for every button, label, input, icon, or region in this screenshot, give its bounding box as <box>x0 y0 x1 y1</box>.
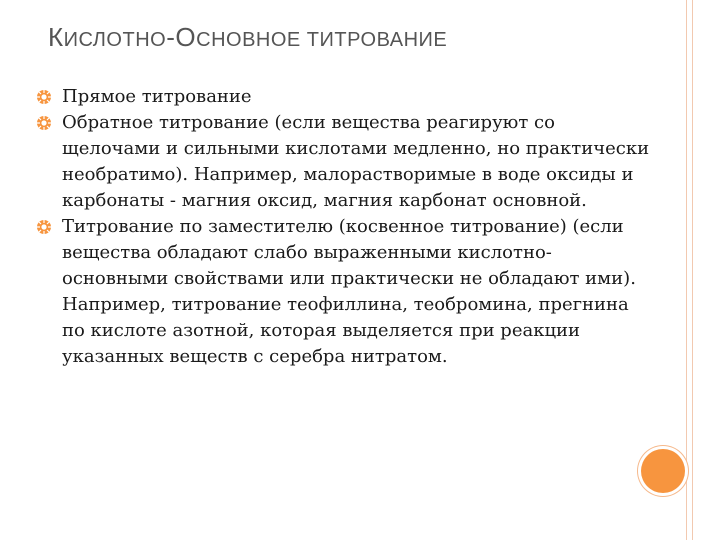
title-initial-letter: К <box>48 22 64 52</box>
title-initial-letter-2: О <box>175 22 197 52</box>
bullet-text: Титрование по заместителю (косвенное титрование) (если вещества обладают слабо выраженными кислотно-основными свойствами или практически не обладают ими). Например, титрование теофиллина, теобромина, прегнина по кислоте азотной, которая выделяется при реакции указанных веществ с серебра нитратом. <box>62 216 636 367</box>
frame-line-left <box>686 0 687 540</box>
bullet-list <box>36 84 656 370</box>
bullet-item <box>36 84 656 110</box>
gear-flower-icon <box>36 219 52 235</box>
title-word-1: ИСЛОТНО <box>63 29 167 51</box>
frame-line-right <box>692 0 693 540</box>
bullet-item <box>36 110 656 214</box>
bullet-item <box>36 214 656 370</box>
title-word-2: СНОВНОЕ ТИТРОВАНИЕ <box>196 29 448 51</box>
gear-flower-icon <box>36 115 52 131</box>
decorative-orange-circle <box>641 449 685 493</box>
bullet-text: Прямое титрование <box>62 86 252 107</box>
bullet-text: Обратное титрование (если вещества реагируют со щелочами и сильными кислотами медленно, но практически необратимо). Например, малорастворимые в воде оксиды и карбонаты - магния оксид, магния карбонат основной. <box>62 112 650 211</box>
title-dash: - <box>166 22 176 52</box>
gear-flower-icon <box>36 89 52 105</box>
slide-title <box>48 22 447 53</box>
